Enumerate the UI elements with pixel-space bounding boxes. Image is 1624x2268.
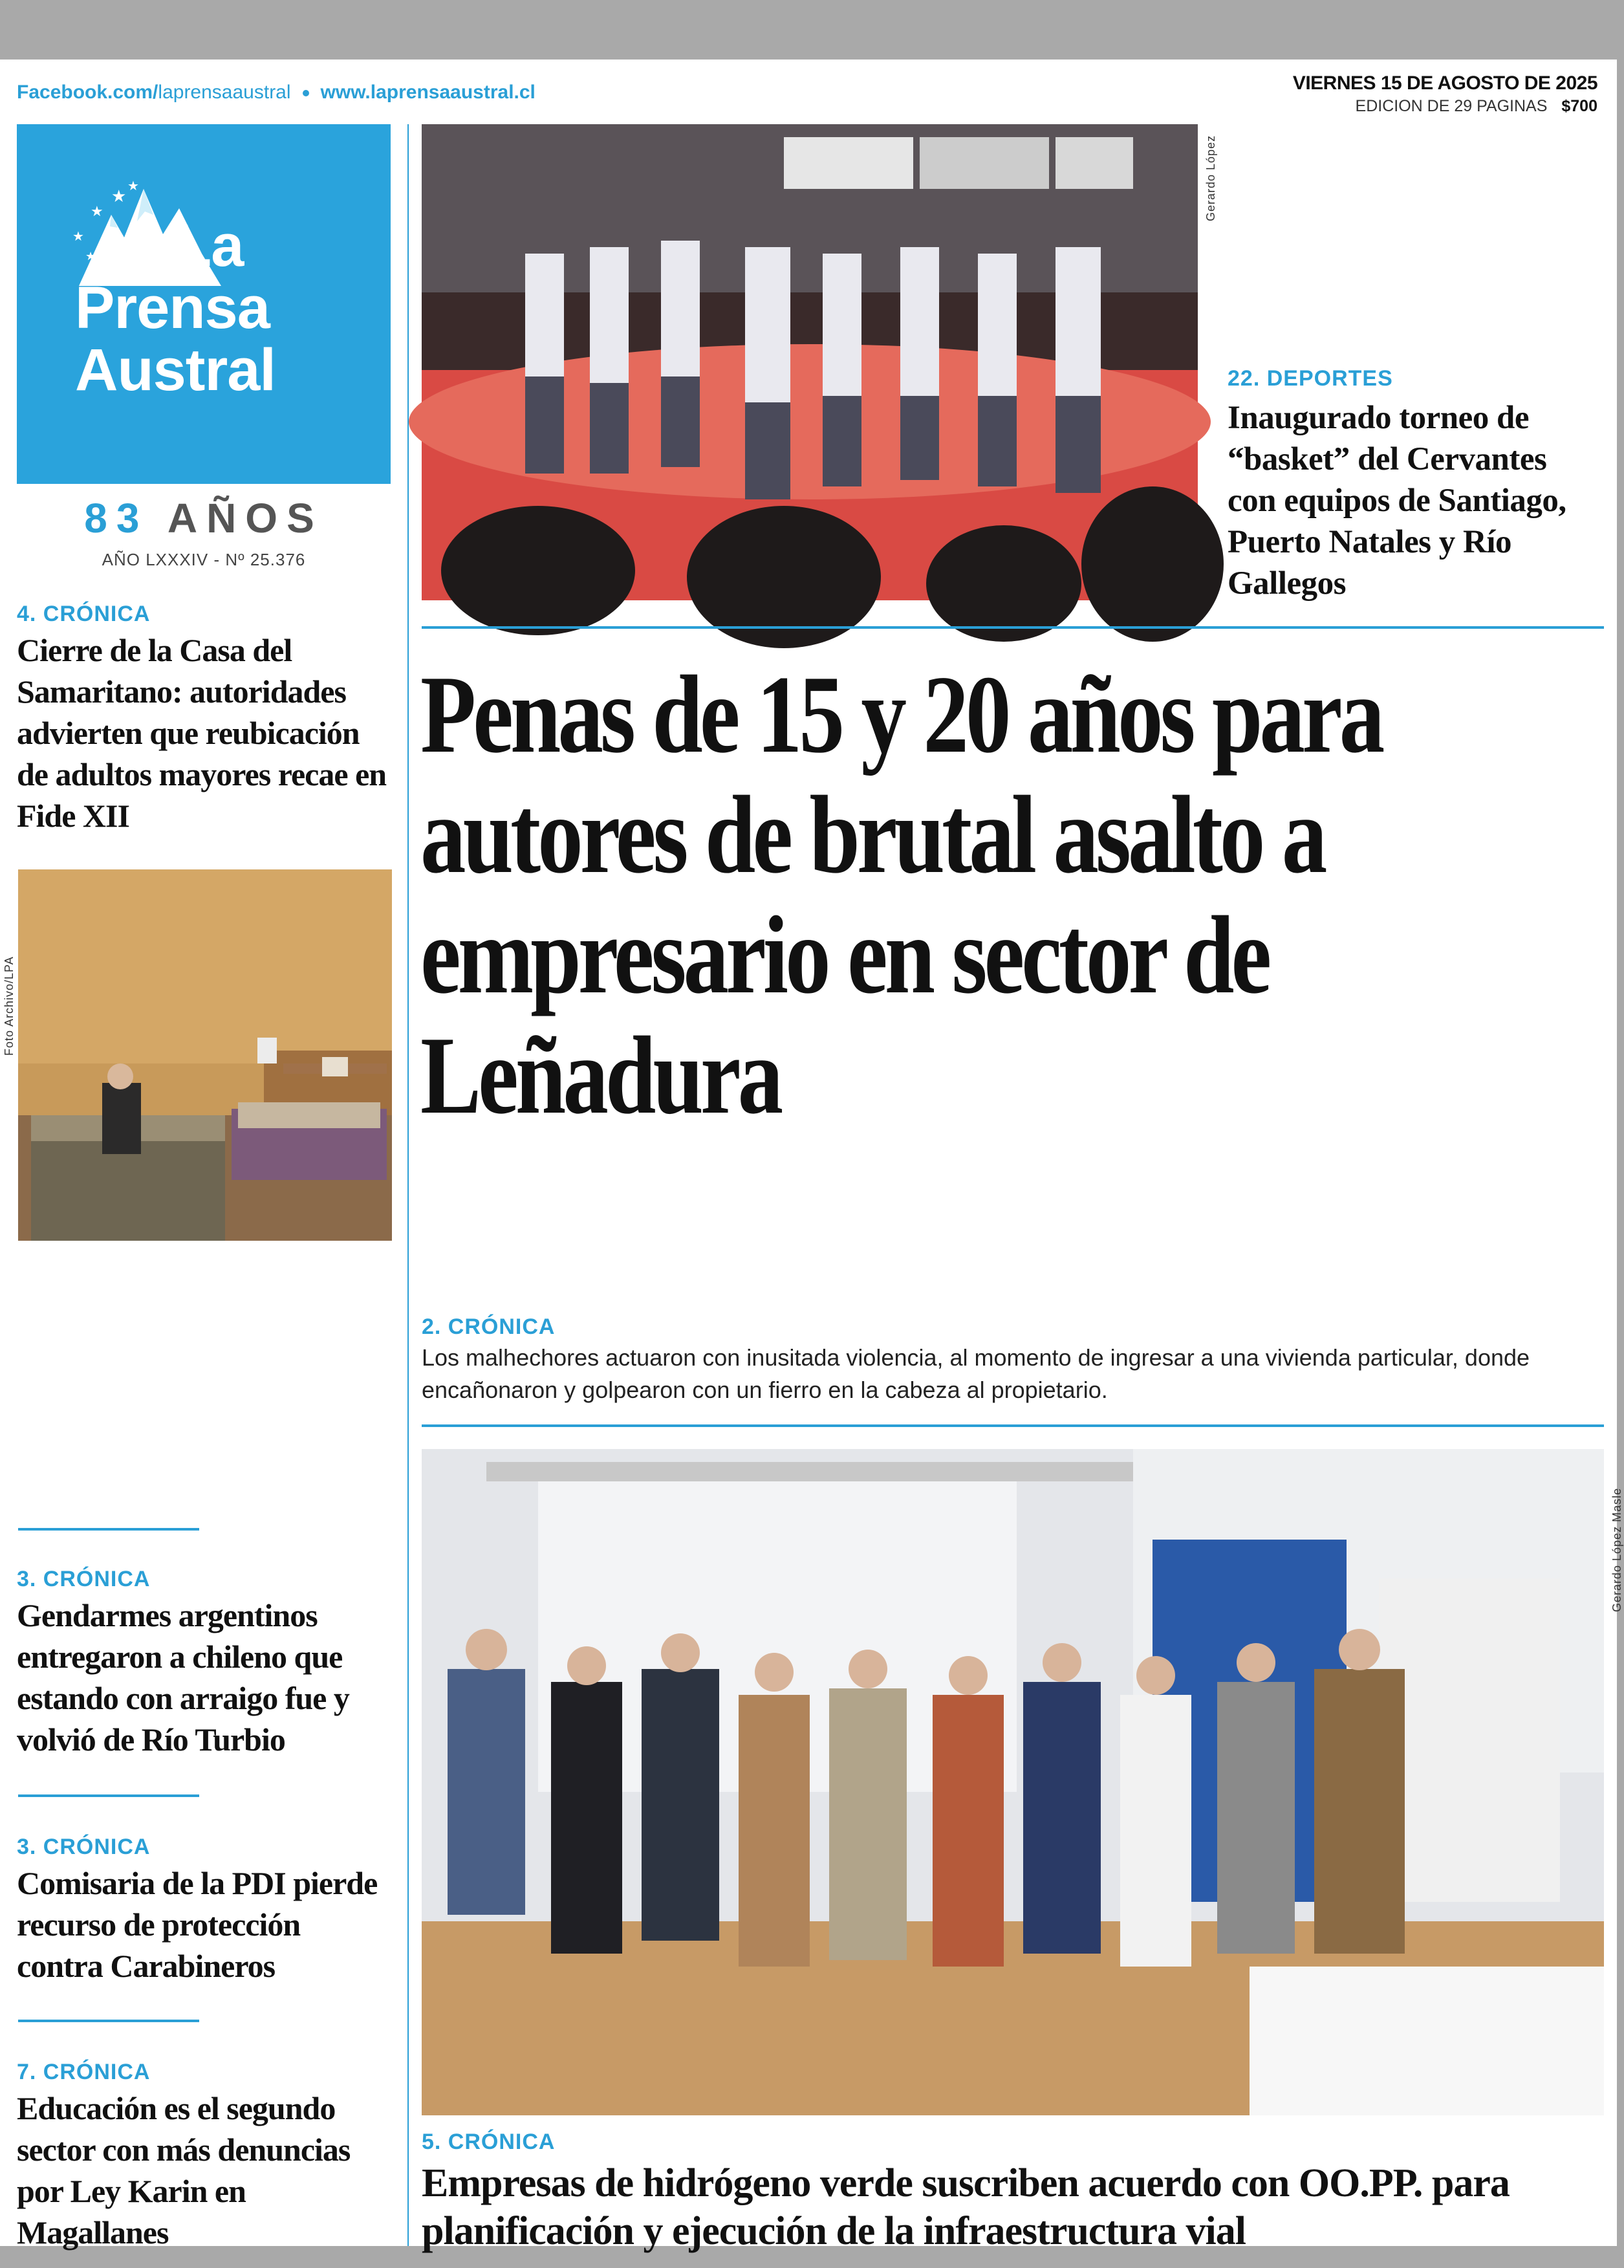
section-label: 3. CRÓNICA [17,1835,151,1859]
section-label: 4. CRÓNICA [17,602,151,626]
section-label: 5. CRÓNICA [422,2130,556,2154]
masthead-logo[interactable] [17,124,391,484]
section-label: 7. CRÓNICA [17,2060,151,2084]
svg-text:★: ★ [85,250,96,263]
masthead-title: La Prensa Austral [75,213,276,403]
sidebar-story-2[interactable] [17,1567,392,1760]
photo-credit: Foto Archivo/LPA [3,956,16,1056]
section-label: 2. CRÓNICA [422,1314,556,1339]
edition-info: EDICION DE 29 PAGINAS $700 [1355,97,1597,115]
story-headline: Gendarmes argentinos entregaron a chileno que estando con arraigo fue y volvió de Río Turbio [17,1597,349,1758]
price: $700 [1561,97,1597,115]
anniversary: 83 AÑOS [84,495,323,541]
sidebar-divider [18,2020,199,2022]
section-divider [422,1424,1604,1427]
website-link[interactable]: www.laprensaaustral.cl [320,82,536,103]
main-headline[interactable]: Penas de 15 y 20 años para autores de brutal asalto a empresario en sector de Leñadura [420,653,1382,1137]
svg-text:★: ★ [72,228,84,244]
hydrogen-photo[interactable] [422,1449,1604,2115]
section-label: 22. DEPORTES [1228,366,1393,391]
bedroom-image [18,869,392,1241]
facebook-link[interactable]: Facebook.com/laprensaaustral [17,82,291,103]
samaritano-photo[interactable] [18,869,392,1241]
issue-number: AÑO LXXXIV - Nº 25.376 [102,550,306,569]
photo-credit: Gerardo López Masle [1610,1487,1623,1612]
sidebar-story-3[interactable] [17,1835,392,1987]
bottom-story-headline[interactable]: Empresas de hidrógeno verde suscriben acuerdo con OO.PP. para planificación y ejecución de la infraestructura vial [422,2161,1510,2253]
basket-photo[interactable] [422,124,1198,600]
separator-dot [303,90,309,96]
section-label: 3. CRÓNICA [17,1567,151,1591]
basketball-dance-image [422,124,1198,600]
story-headline: Cierre de la Casa del Samaritano: autoridades advierten que reubicación de adultos mayores recae en Fide XII [17,632,387,834]
section-divider [422,626,1604,629]
svg-text:★: ★ [111,187,127,206]
top-story-headline[interactable]: Inaugurado torneo de “basket” del Cervantes con equipos de Santiago, Puerto Natales y Río Gallegos [1228,400,1566,602]
header-links [17,82,922,114]
newspaper-page [0,60,1623,2253]
issue-date: VIERNES 15 DE AGOSTO DE 2025 [1292,72,1597,94]
sidebar-divider [18,1794,199,1797]
date-block [1145,72,1597,116]
sidebar-story-4[interactable] [17,2060,392,2253]
story-headline: Comisaria de la PDI pierde recurso de protección contra Carabineros [17,1865,378,1984]
sidebar-story-1[interactable] [17,602,392,836]
column-rule [407,124,409,2246]
photo-credit: Gerardo López [1204,135,1217,221]
svg-text:★: ★ [127,178,139,193]
main-story-deck: Los malhechores actuaron con inusitada violencia, al momento de ingresar a una vivienda particular, donde encañonaron y golpearon con un fierro en la cabeza al propietario. [422,1344,1530,1403]
svg-text:★: ★ [91,204,103,220]
story-headline: Educación es el segundo sector con más denuncias por Ley Karin en Magallanes [17,2090,351,2251]
group-photo-image [422,1449,1604,2115]
sidebar-divider [18,1528,199,1531]
